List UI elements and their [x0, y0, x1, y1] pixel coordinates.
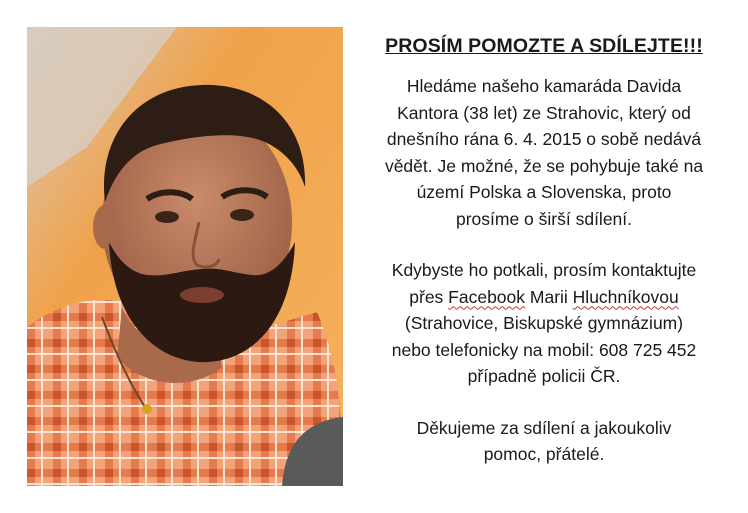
paragraph-line: Děkujeme za sdílení a jakoukoliv [416, 417, 672, 438]
text-fragment: přes [409, 286, 449, 307]
paragraph-line: území Polska a Slovenska, proto [416, 182, 672, 202]
paragraph-line: vědět. Je možné, že se pohybuje také na [384, 155, 704, 176]
contact-paragraph [348, 257, 740, 390]
person-photo [27, 27, 343, 486]
paragraph-line: případně policii ČR. [467, 366, 621, 386]
paragraph-line: prosíme o širší sdílení. [455, 208, 633, 229]
paragraph-line: dnešního rána 6. 4. 2015 o sobě nedává [386, 129, 702, 149]
headline: PROSÍM POMOZTE A SDÍLEJTE!!! [385, 35, 703, 57]
paragraph-line: Kantora (38 let) ze Strahovic, který od [397, 102, 691, 123]
contact-surname: Hluchníkovou [572, 286, 679, 307]
paragraph-line: pomoc, přátelé. [483, 444, 605, 464]
person-photo-drawing [27, 27, 343, 486]
paragraph-line: (Strahovice, Biskupské gymnázium) [404, 313, 684, 333]
paragraph-line: Kdybyste ho potkali, prosím kontaktujte [391, 260, 697, 280]
phone-line: nebo telefonicky na mobil: 608 725 452 [391, 339, 697, 360]
paragraph-line: Hledáme našeho kamaráda Davida [406, 76, 682, 96]
text-fragment: Marii [525, 286, 573, 307]
thanks-paragraph [348, 415, 740, 468]
appeal-text [348, 28, 740, 468]
paragraph-line [348, 284, 740, 311]
facebook-word: Facebook [448, 286, 526, 307]
missing-person-paragraph [348, 73, 740, 232]
